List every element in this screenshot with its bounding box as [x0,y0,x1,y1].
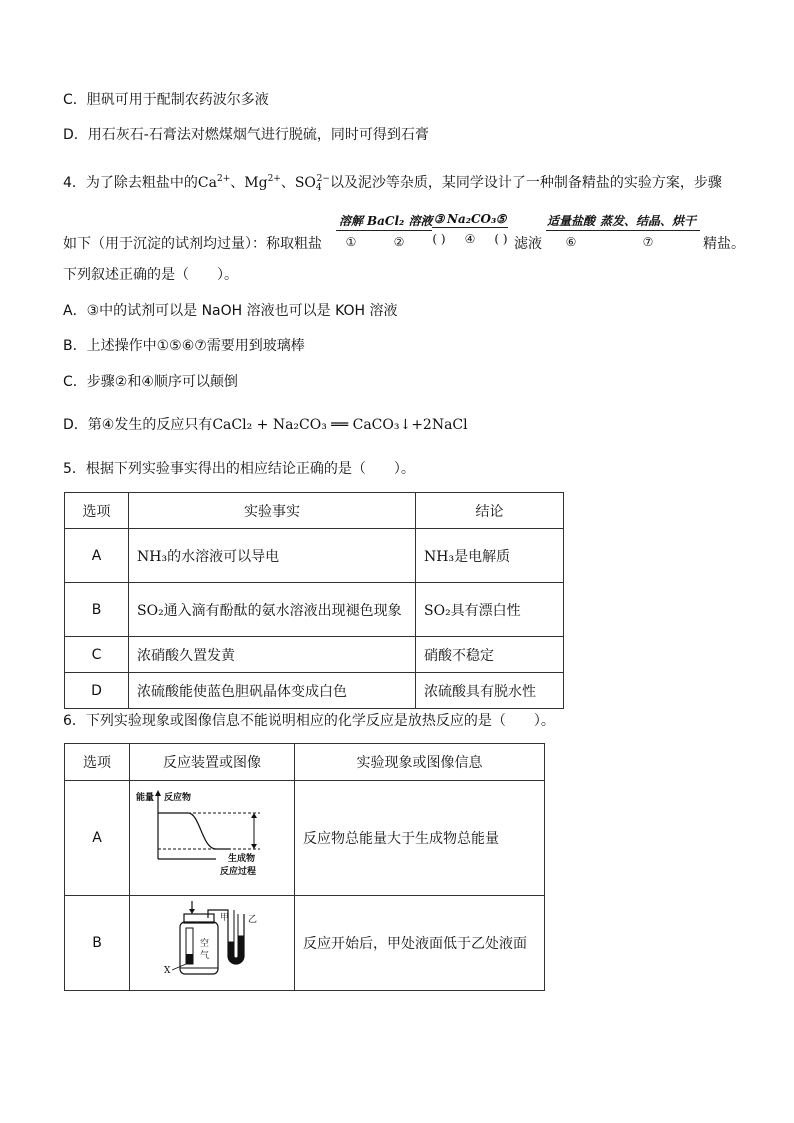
apparatus-diagram [130,898,294,988]
label-yi: 乙 [248,915,258,925]
table-row: A NH₃的水溶液可以导电 NH₃是电解质 [65,529,564,583]
option-c-line: C．胆矾可用于配制农药波尔多液 [63,92,269,108]
flow-step: ③ ( ) [432,212,446,246]
u-tube-liquid [228,936,244,964]
apparatus-cell [130,896,295,991]
reaction-equation: CaCl₂ + Na₂CO₃ ══ CaCO₃↓+2NaCl [212,417,468,433]
label-jia: 甲 [220,913,230,923]
q4-option-c: C．步骤②和④顺序可以颠倒 [63,374,238,390]
reaction-progress-label: 反应过程 [220,867,257,877]
q4-option-a: A．③中的试剂可以是 NaOH 溶液也可以是 KOH 溶液 [63,303,398,319]
reactants-label: 反应物 [164,793,192,803]
table-header: 结论 [416,493,564,529]
label-x: X [164,966,171,976]
energy-curve [158,813,230,849]
energy-axis-label: 能量 [136,793,155,803]
axis-arrow [155,790,161,796]
flow-step: 适量盐酸 ⑥ [547,214,596,249]
question-4-stem: 4．为了除去粗盐中的$Ca^{2+}$、$Mg^{2+}$、$SO_4^{2-}$以及泥沙等杂质，某同学设计了一种制备精盐的实验方案，步骤 [63,174,722,193]
table-header: 选项 [65,493,129,529]
flow-end: 精盐。 [703,236,745,252]
q4-option-b: B．上述操作中①⑤⑥⑦需要用到玻璃棒 [63,338,305,354]
table-header: 选项 [65,744,130,781]
products-label: 生成物 [228,854,256,864]
table-row: B 甲 乙 空 气 X 反应开始后，甲处液面低于乙处液面 [65,896,545,991]
flow-step: 溶解 ① [336,212,366,249]
table-header-row [65,744,545,781]
flow-filtrate: 滤液 [514,236,542,252]
table-row: D 浓硫酸能使蓝色胆矾晶体变成白色 浓硫酸具有脱水性 [65,673,564,709]
energy-diagram-cell [130,781,295,896]
question-4-line2: 如下（用于沉淀的试剂均过量）：称取粗盐 [63,236,322,252]
table-header: 实验事实 [129,493,416,529]
question-5-stem: 5．根据下列实验事实得出的相应结论正确的是（ ）。 [63,461,415,477]
table-header-row [65,493,564,529]
ion-mg: $Mg^{2+}$ [244,174,281,191]
flow-step: ⑤ ( ) [494,212,508,246]
table-header: 反应装置或图像 [130,744,295,781]
table-row: C 浓硝酸久置发黄 硝酸不稳定 [65,637,564,673]
question-6-stem: 6．下列实验现象或图像信息不能说明相应的化学反应是放热反应的是（ ）。 [63,713,555,729]
table-q6 [64,743,545,991]
energy-diagram [130,783,294,893]
label-air-2: 气 [200,951,210,961]
flow-step: 蒸发、结晶、烘干 ⑦ [596,212,700,249]
option-d-line: D．用石灰石-石膏法对燃煤烟气进行脱硫，同时可得到石膏 [63,127,429,143]
table-row: A 能量 反应物 生成物 反应过程 反应物总能量大于生成物总能量 [65,781,545,896]
label-air-1: 空 [200,939,210,949]
ion-so4: $SO_4^{2-}$ [294,174,330,193]
flow-step: Na₂CO₃ ④ [447,212,497,246]
ion-ca: $Ca^{2+}$ [197,174,231,191]
question-4-line3: 下列叙述正确的是（ ）。 [63,267,238,283]
table-header: 实验现象或图像信息 [295,744,545,781]
q4-option-d: D．第④发生的反应只有CaCl₂ + Na₂CO₃ ══ CaCO₃↓+2NaCl [63,417,468,433]
table-row: B SO₂通入滴有酚酞的氨水溶液出现褪色现象 SO₂具有漂白性 [65,583,564,637]
flow-step: BaCl₂ 溶液 ② [367,214,433,249]
table-q5 [64,492,564,709]
